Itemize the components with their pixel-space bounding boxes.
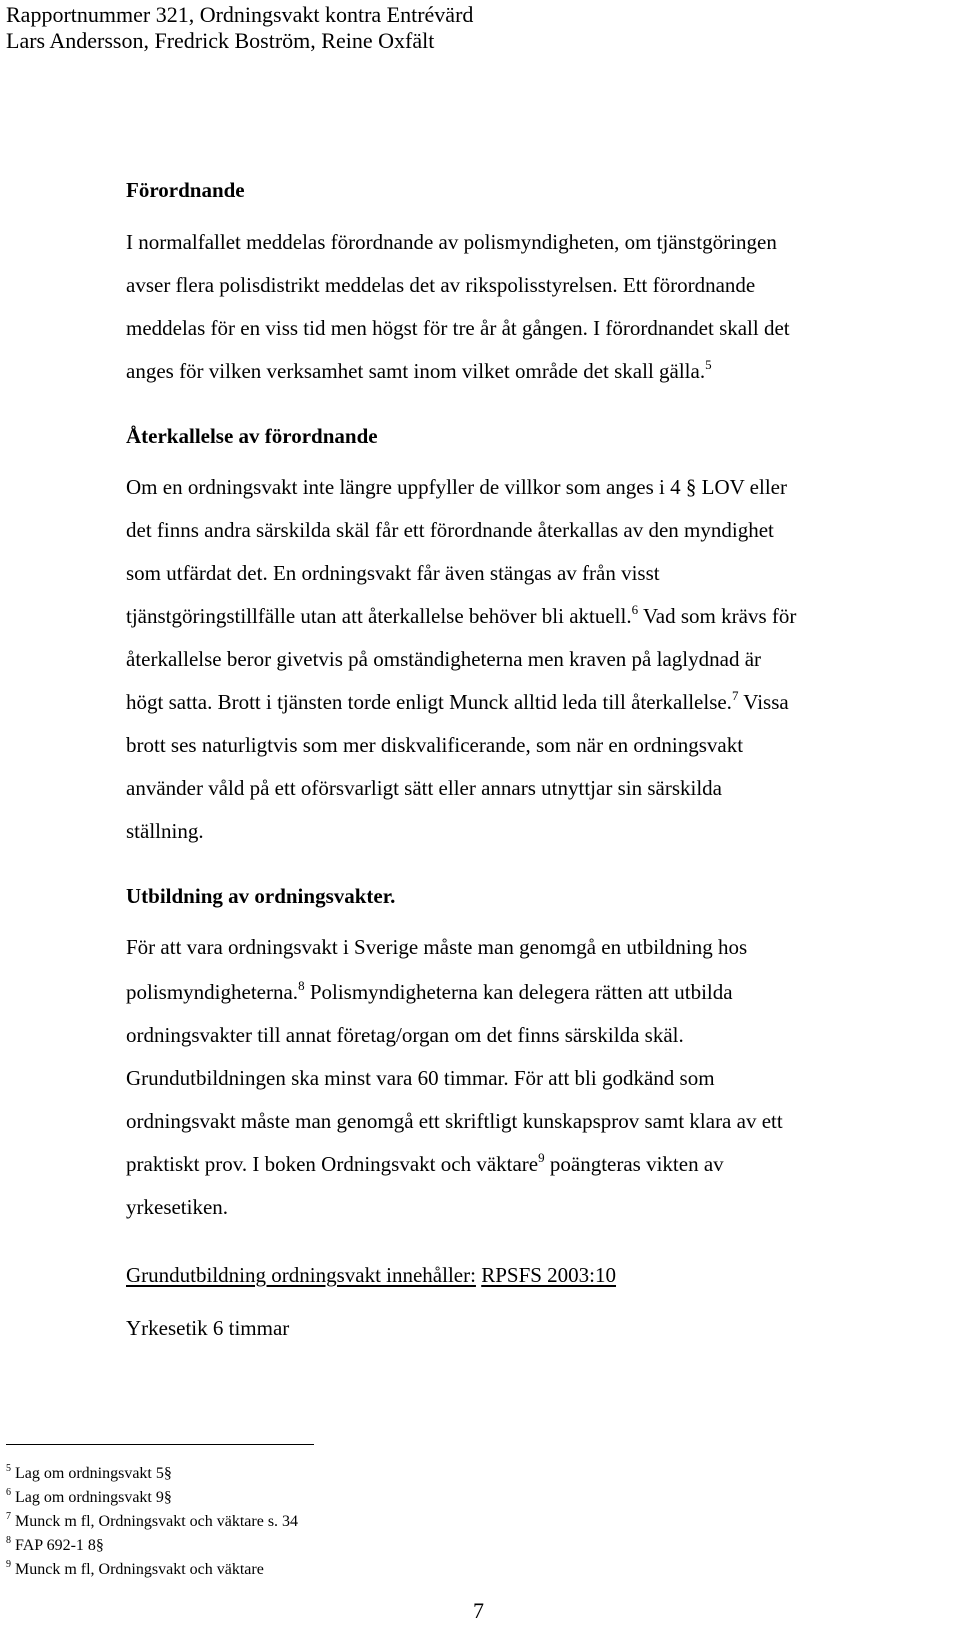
footnote-number: 8 (6, 1535, 11, 1546)
paragraph-line (126, 603, 796, 629)
paragraph-line: återkallelse beror givetvis på omständigheterna men kraven på laglydnad är (126, 647, 762, 671)
section-heading-forordnande: Förordnande (126, 178, 245, 202)
footnote-text: Munck m fl, Ordningsvakt och väktare s. 34 (15, 1513, 299, 1530)
paragraph-line (126, 979, 733, 1005)
footnote (6, 1512, 298, 1532)
footnote-text: Munck m fl, Ordningsvakt och väktare (15, 1561, 264, 1578)
line-text: polismyndigheterna. (126, 980, 299, 1004)
paragraph-line (126, 358, 712, 384)
footnote (6, 1488, 172, 1508)
footnote (6, 1560, 264, 1580)
line-text: tjänstgöringstillfälle utan att återkallelse behöver bli aktuell. (126, 604, 632, 628)
line-text: anges för vilken verksamhet samt inom vilket område det skall gälla. (126, 359, 706, 383)
footnote-text: FAP 692-1 8§ (15, 1537, 104, 1554)
rpsfs-reference: RPSFS 2003:10 (481, 1263, 617, 1287)
grundutbildning-item: Yrkesetik 6 timmar (126, 1316, 290, 1340)
paragraph-line: ställning. (126, 819, 204, 843)
footnote (6, 1464, 172, 1484)
paragraph-line: meddelas för en viss tid men högst för tre år åt gången. I förordnandet skall det (126, 316, 790, 340)
footnote (6, 1536, 104, 1556)
section-heading-aterkallelse: Återkallelse av förordnande (126, 424, 378, 448)
paragraph-line: Grundutbildningen ska minst vara 60 timmar. För att bli godkänd som (126, 1066, 715, 1090)
line-text: Vad som krävs för (638, 604, 797, 628)
footnote-number: 7 (6, 1511, 11, 1522)
footnote-ref: 8 (298, 978, 305, 993)
line-text: Vissa (738, 690, 789, 714)
line-text: poängteras vikten av (544, 1152, 724, 1176)
running-header-authors: Lars Andersson, Fredrick Boström, Reine Oxfält (6, 28, 435, 53)
line-text: praktiskt prov. I boken Ordningsvakt och väktare (126, 1152, 539, 1176)
section-heading-utbildning: Utbildning av ordningsvakter. (126, 884, 396, 908)
footnote-text: Lag om ordningsvakt 9§ (15, 1489, 172, 1506)
running-header-title: Rapportnummer 321, Ordningsvakt kontra Entrévärd (6, 2, 474, 27)
paragraph-line: yrkesetiken. (126, 1195, 229, 1219)
footnote-ref: 7 (731, 688, 739, 703)
paragraph-line: ordningsvakt måste man genomgå ett skriftligt kunskapsprov samt klara av ett (126, 1109, 783, 1133)
paragraph-line: avser flera polisdistrikt meddelas det av rikspolisstyrelsen. Ett förordnande (126, 273, 756, 297)
footnote-ref: 5 (705, 357, 712, 372)
footnote-number: 5 (6, 1463, 11, 1474)
grundutbildning-line (126, 1262, 616, 1288)
paragraph-line: ordningsvakter till annat företag/organ om det finns särskilda skäl. (126, 1023, 684, 1047)
grundutbildning-label: Grundutbildning ordningsvakt innehåller: (126, 1263, 476, 1287)
paragraph-line: I normalfallet meddelas förordnande av polismyndigheten, om tjänstgöringen (126, 230, 777, 254)
footnote-ref: 9 (538, 1150, 545, 1165)
footnote-ref: 6 (631, 602, 639, 617)
footnote-number: 9 (6, 1559, 11, 1570)
paragraph-line: Om en ordningsvakt inte längre uppfyller de villkor som anges i 4 § LOV eller (126, 475, 787, 499)
paragraph-line: det finns andra särskilda skäl får ett förordnande återkallas av den myndighet (126, 518, 774, 542)
paragraph-line: brott ses naturligtvis som mer diskvalificerande, som när en ordningsvakt (126, 733, 744, 757)
paragraph-line: För att vara ordningsvakt i Sverige måste man genomgå en utbildning hos (126, 935, 748, 959)
paragraph-line (126, 689, 789, 715)
paragraph-line: använder våld på ett oförsvarligt sätt eller annars utnyttjar sin särskilda (126, 776, 722, 800)
footnote-number: 6 (6, 1487, 11, 1498)
footnote-separator (6, 1444, 314, 1445)
line-text: Polismyndigheterna kan delegera rätten att utbilda (304, 980, 733, 1004)
paragraph-line (126, 1151, 724, 1177)
footnote-text: Lag om ordningsvakt 5§ (15, 1465, 172, 1482)
page-number: 7 (473, 1598, 484, 1623)
paragraph-line: som utfärdat det. En ordningsvakt får även stängas av från visst (126, 561, 660, 585)
line-text: högt satta. Brott i tjänsten torde enligt Munck alltid leda till återkallelse. (126, 690, 732, 714)
